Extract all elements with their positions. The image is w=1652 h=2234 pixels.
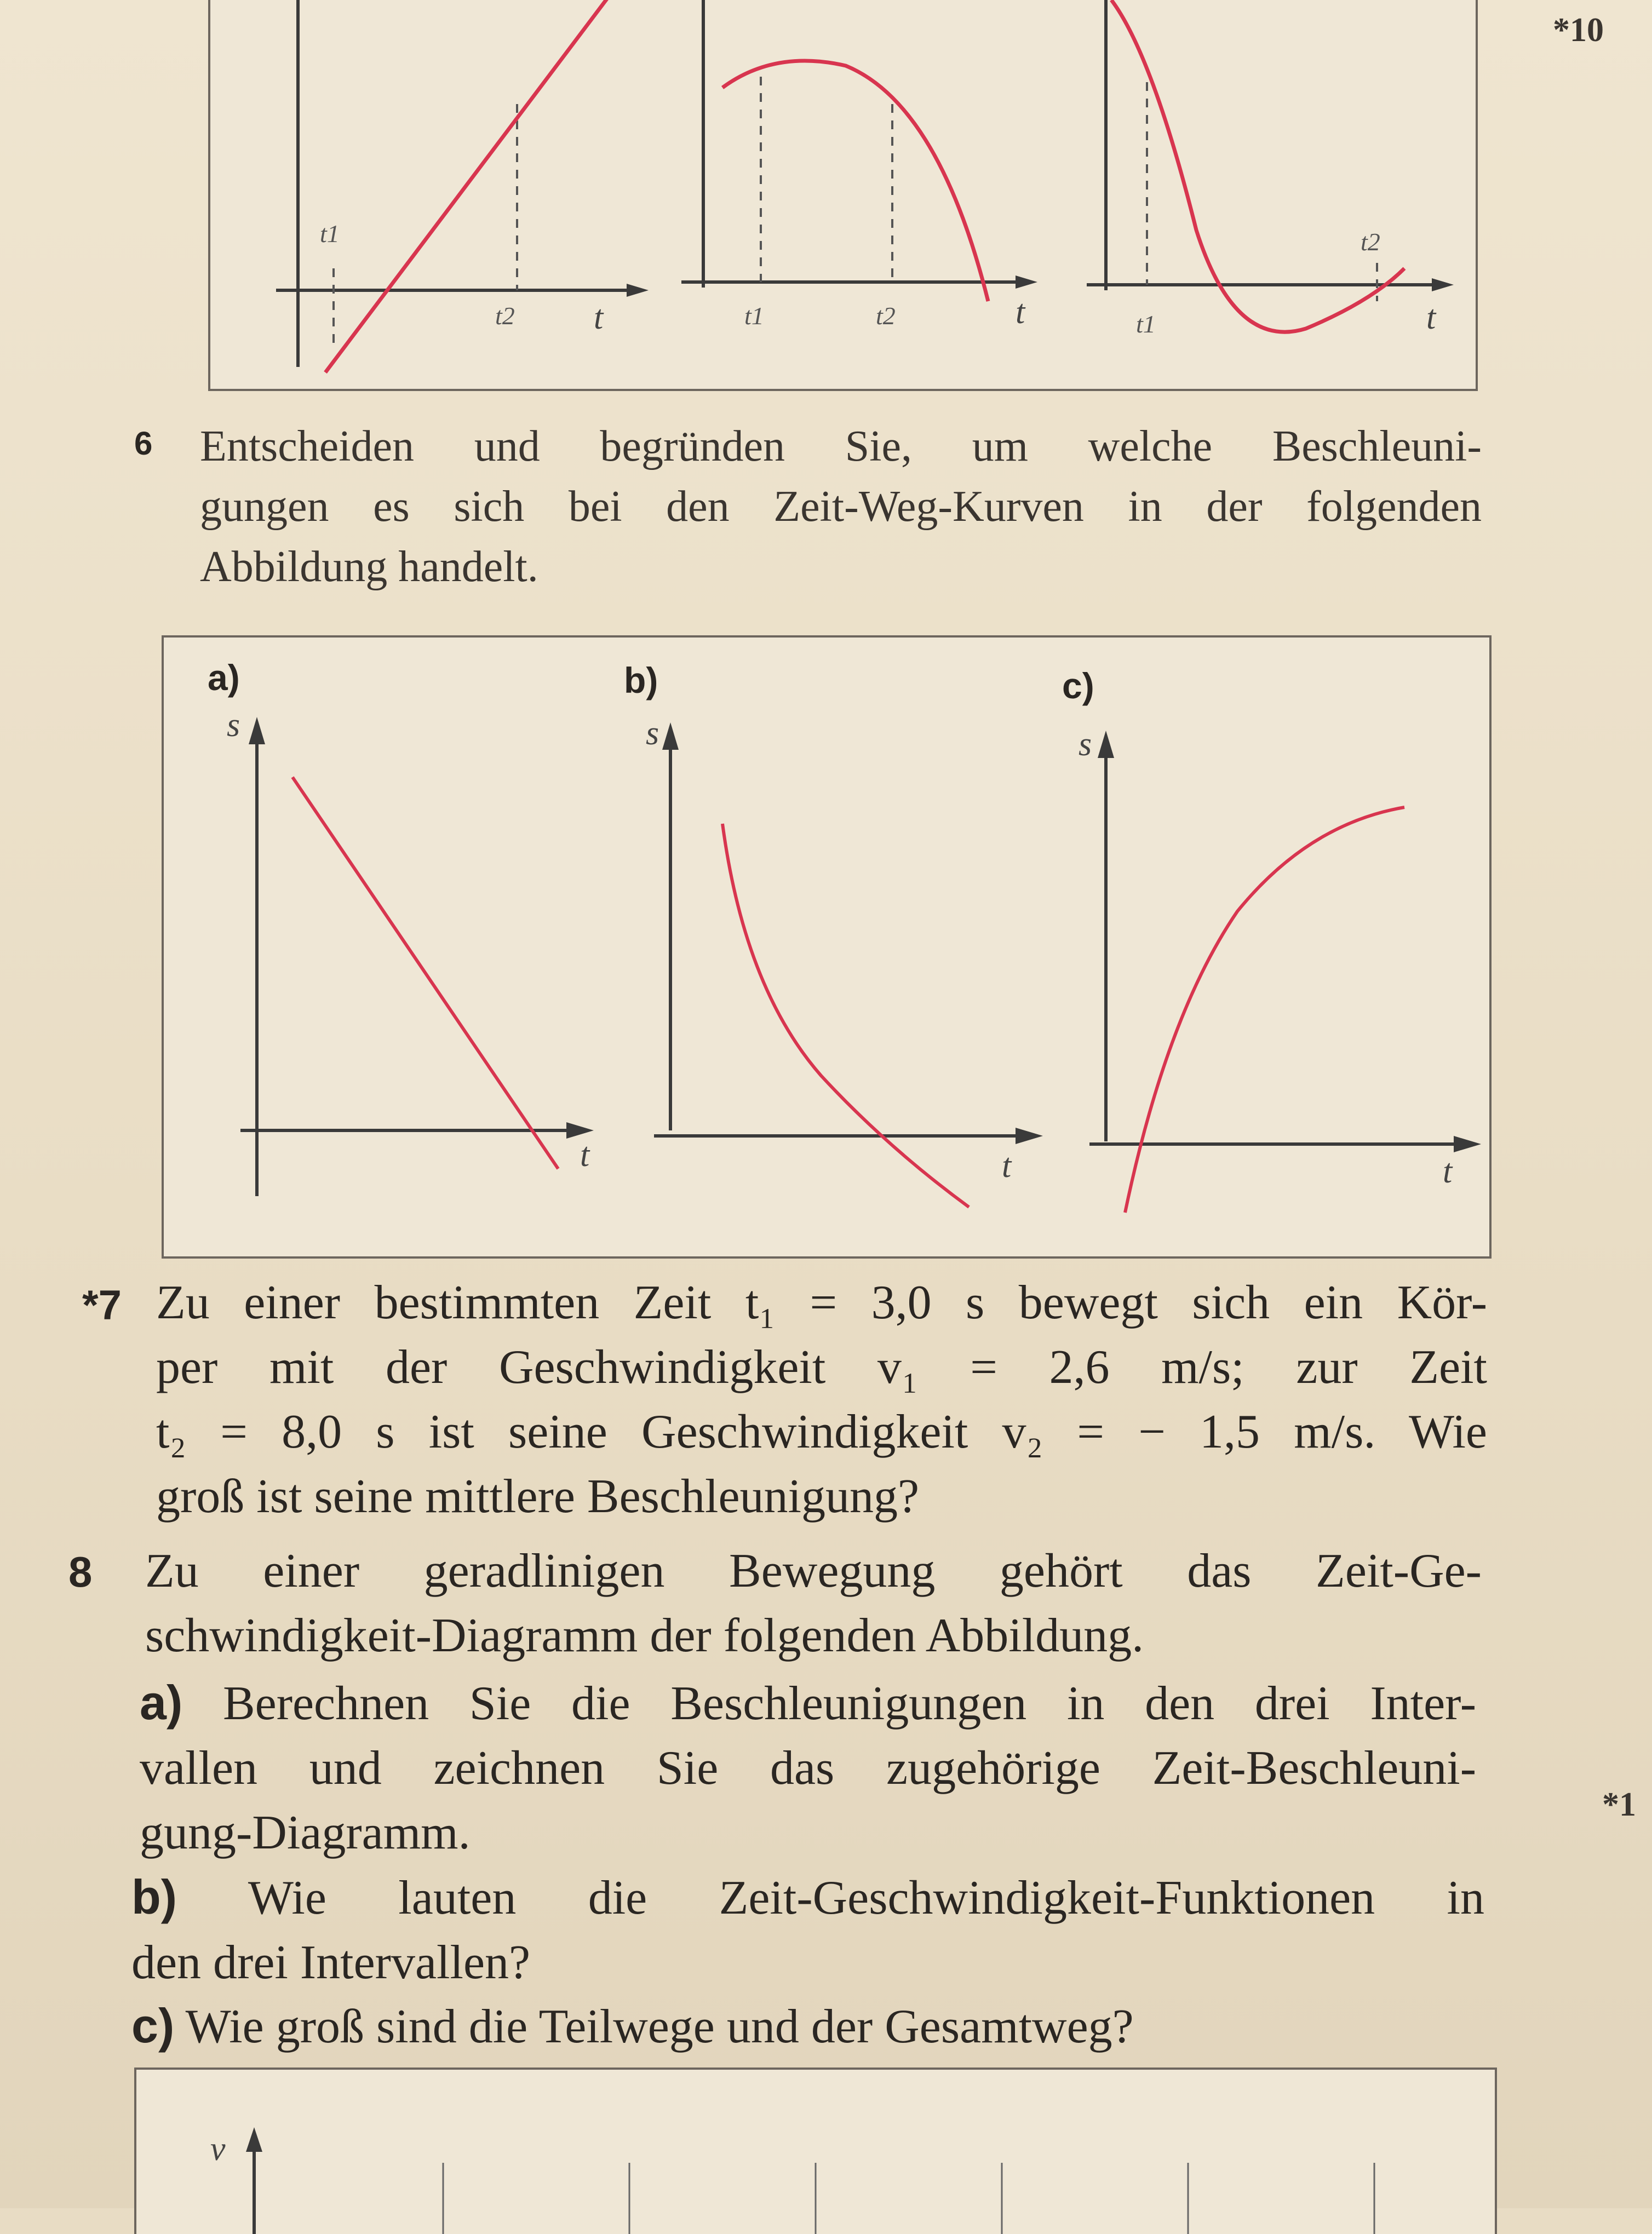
exercise-8a-line-1 — [140, 1670, 1476, 1736]
top-figure — [208, 0, 1478, 391]
exercise-6-text — [200, 416, 1482, 597]
exercise-8-intro-line-1: Zu einer geradlinigen Bewegung gehört das Zeit-Ge- — [145, 1544, 1482, 1598]
top-p1-t-axis: t — [594, 299, 604, 336]
panel-a-curve — [292, 777, 558, 1169]
top-p2-t2: t2 — [876, 302, 896, 330]
panel-c-curve — [1125, 807, 1404, 1213]
top-curve-2 — [722, 61, 988, 301]
exercise-8-intro — [145, 1539, 1482, 1668]
top-p2-t1: t1 — [744, 302, 764, 330]
exercise-6-line-3: Abbildung handelt. — [200, 543, 538, 591]
exercise-7-line-4: groß ist seine mittlere Beschleunigung? — [156, 1470, 920, 1523]
top-curve-3 — [1111, 0, 1404, 332]
exercise-8a-text-1: Berechnen Sie die Beschleunigungen in den drei Inter- — [222, 1677, 1476, 1730]
exercise-8a-line-2: vallen und zeichnen Sie das zugehörige Zeit-Beschleuni- — [140, 1742, 1476, 1795]
exercise-7-line-3: t₂ = 8,0 s ist seine Geschwindigkeit v₂ = − 1,5 m/s. Wie — [156, 1405, 1487, 1458]
exercise-7-line-1: Zu einer bestimmten Zeit t₁ = 3,0 s bewegt sich ein Kör- — [156, 1276, 1487, 1329]
top-p3-t1: t1 — [1136, 310, 1156, 338]
panel-b-label: b) — [624, 660, 658, 700]
panel-b-curve — [722, 824, 969, 1207]
exercise-8a — [140, 1670, 1476, 1865]
panel-c-label: c) — [1062, 665, 1094, 706]
exercise-8-figure-y-axis: v — [210, 2130, 226, 2168]
exercise-6-line-1: Entscheiden und begründen Sie, um welche Beschleuni- — [200, 422, 1482, 470]
exercise-8b-line-2: den drei Intervallen? — [131, 1936, 531, 1989]
exercise-8-figure — [134, 2068, 1497, 2234]
panel-b-y-axis: s — [646, 715, 659, 752]
panel-b — [654, 722, 1043, 1207]
exercise-6-line-2: gungen es sich bei den Zeit-Weg-Kurven in der folgenden — [200, 483, 1482, 531]
panel-b-x-axis: t — [1002, 1147, 1012, 1185]
exercise-8c-text-1: Wie groß sind die Teilwege und der Gesamtweg? — [185, 2000, 1134, 2053]
exercise-7-line-2: per mit der Geschwindigkeit v₁ = 2,6 m/s; zur Zeit — [156, 1341, 1487, 1394]
top-panel-1 — [276, 0, 649, 372]
exercise-8b — [131, 1865, 1484, 1995]
top-panel-3 — [1087, 0, 1454, 332]
margin-note-top: *10 — [1553, 12, 1604, 49]
panel-a-x-axis: t — [580, 1136, 590, 1174]
exercise-7-text — [156, 1271, 1487, 1529]
exercise-6-figure-plots — [164, 638, 1489, 1256]
exercise-8c-label: c) — [131, 1998, 175, 2053]
exercise-6-figure — [162, 635, 1492, 1259]
panel-c — [1089, 731, 1481, 1213]
top-p1-t2: t2 — [495, 302, 515, 330]
panel-a-y-axis: s — [227, 707, 240, 744]
top-curve-1 — [325, 0, 610, 372]
exercise-8-intro-line-2: schwindigkeit-Diagramm der folgenden Abbildung. — [145, 1609, 1144, 1662]
panel-c-x-axis: t — [1443, 1153, 1453, 1190]
exercise-8b-text-1: Wie lauten die Zeit-Geschwindigkeit-Funktionen in — [248, 1871, 1484, 1925]
exercise-8-number: 8 — [68, 1548, 93, 1596]
exercise-6-number: 6 — [134, 425, 153, 462]
panel-a-label: a) — [208, 657, 240, 698]
exercise-8b-label: b) — [131, 1870, 177, 1924]
exercise-8b-line-1 — [131, 1865, 1484, 1931]
exercise-8a-line-3: gung-Diagramm. — [140, 1806, 471, 1859]
exercise-7-number: *7 — [82, 1282, 122, 1329]
exercise-8a-label: a) — [140, 1675, 183, 1730]
panel-a — [240, 717, 594, 1196]
margin-note-mid: *1 — [1602, 1786, 1636, 1823]
exercise-8-figure-plot — [136, 2070, 1495, 2234]
panel-c-y-axis: s — [1079, 726, 1092, 763]
top-figure-plots — [210, 0, 1476, 389]
exercise-8c — [131, 1994, 1484, 2059]
exercise-8c-line-1 — [131, 1994, 1484, 2059]
top-p3-t2: t2 — [1361, 228, 1380, 256]
top-p2-t-axis: t — [1016, 294, 1025, 331]
top-p1-t1: t1 — [320, 220, 340, 248]
top-panel-2 — [681, 0, 1037, 301]
top-p3-t-axis: t — [1426, 299, 1436, 336]
